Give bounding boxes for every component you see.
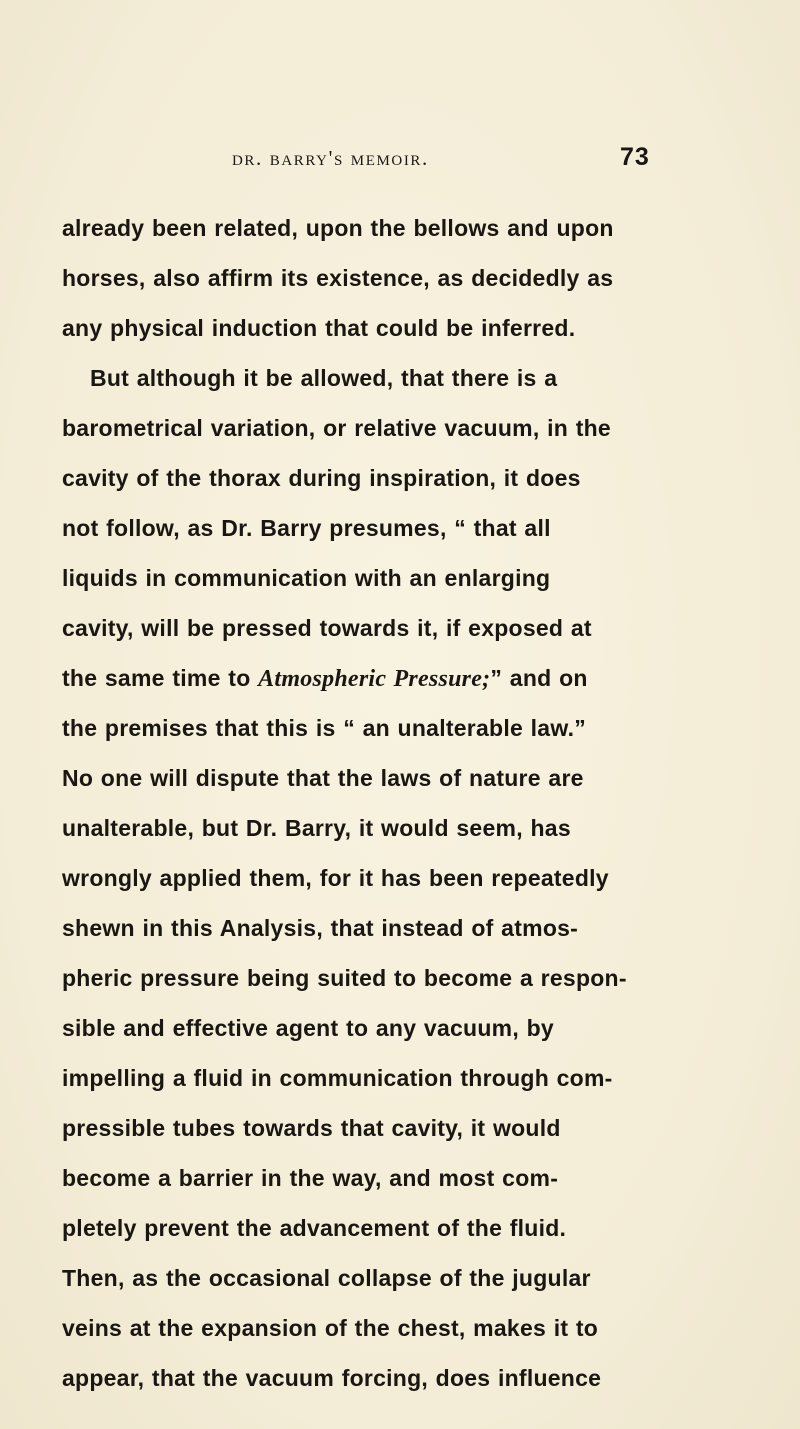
text-line: appear, that the vacuum forcing, does influence [62,1365,602,1391]
text-fragment: ” and on [490,665,588,691]
text-line: No one will dispute that the laws of nature are [62,765,584,791]
italic-phrase: Atmospheric Pressure; [258,666,491,692]
text-line: horses, also affirm its existence, as decidedly as [62,265,614,291]
text-line: pheric pressure being suited to become a respon- [62,965,627,991]
text-line: liquids in communication with an enlarging [62,565,551,591]
text-line: cavity of the thorax during inspiration, it does [62,465,581,491]
running-title: dr. barry's memoir. [232,146,429,170]
text-line: barometrical variation, or relative vacuum, in the [62,415,611,441]
text-line: pletely prevent the advancement of the fluid. [62,1215,567,1241]
text-line: become a barrier in the way, and most com- [62,1165,559,1191]
body-text [62,203,712,1403]
text-fragment: the same time to [62,665,259,691]
text-line: impelling a fluid in communication through com- [62,1065,613,1091]
text-line: cavity, will be pressed towards it, if exposed at [62,615,592,641]
text-line: wrongly applied them, for it has been repeatedly [62,865,609,891]
text-line: sible and effective agent to any vacuum, by [62,1015,554,1041]
page-number: 73 [620,143,650,171]
text-line: Then, as the occasional collapse of the jugular [62,1265,591,1291]
text-line: any physical induction that could be inferred. [62,315,576,341]
text-line-with-italic [62,653,712,703]
text-line: the premises that this is “ an unalterable law.” [62,715,587,741]
paragraph-start-line: But although it be allowed, that there is a [90,365,558,391]
text-line: veins at the expansion of the chest, makes it to [62,1315,599,1341]
text-line: unalterable, but Dr. Barry, it would seem, has [62,815,571,841]
text-line: pressible tubes towards that cavity, it would [62,1115,561,1141]
running-head [0,143,800,176]
text-line: not follow, as Dr. Barry presumes, “ that all [62,515,551,541]
text-line: shewn in this Analysis, that instead of atmos- [62,915,579,941]
text-line: already been related, upon the bellows and upon [62,215,614,241]
